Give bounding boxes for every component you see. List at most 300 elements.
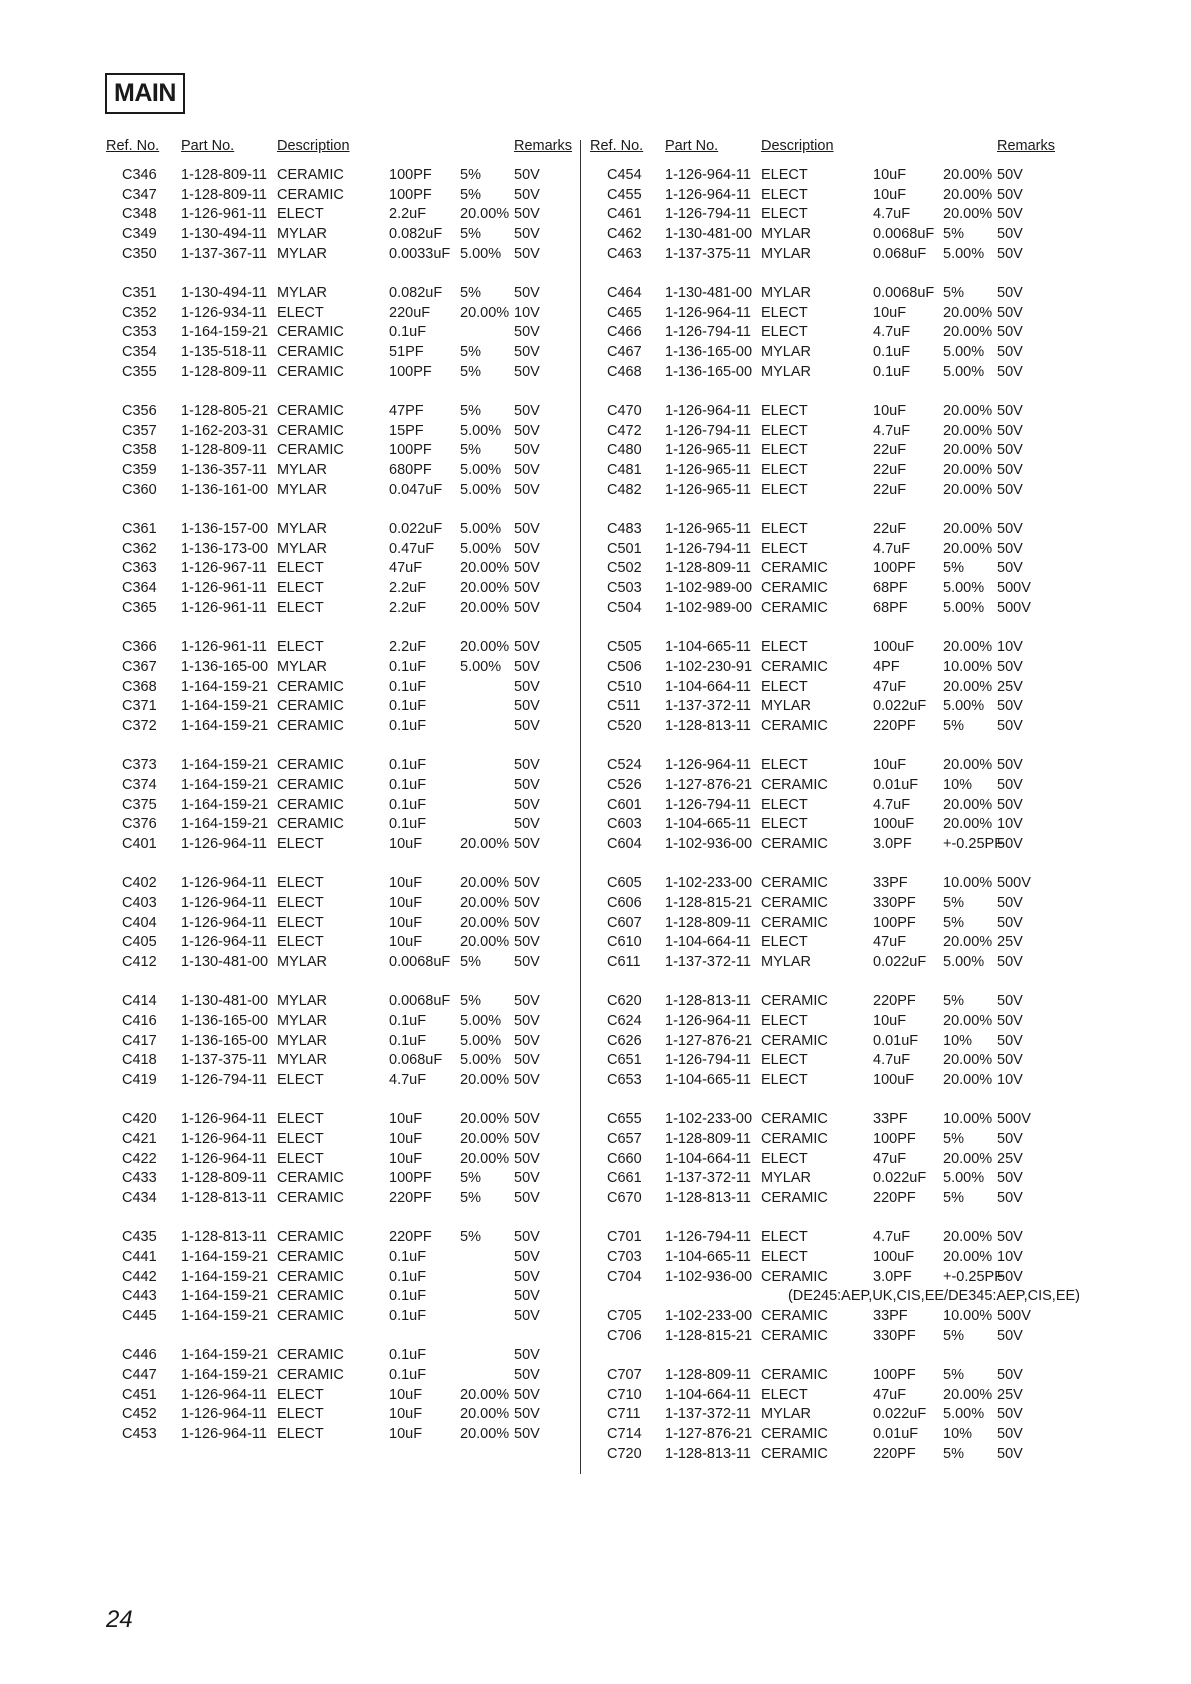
- cell-description: CERAMIC: [277, 757, 344, 774]
- cell-tolerance: 5%: [460, 993, 481, 1010]
- table-row: [96, 1012, 582, 1032]
- cell-part-no: 1-128-809-11: [665, 1367, 751, 1384]
- header-ref-no: Ref. No.: [106, 138, 160, 154]
- table-row: [96, 933, 582, 953]
- cell-voltage: 50V: [514, 599, 540, 616]
- row-group: [96, 756, 582, 854]
- cell-description: ELECT: [761, 934, 808, 951]
- table-row: [590, 815, 1080, 835]
- cell-description: CERAMIC: [277, 1288, 344, 1305]
- cell-tolerance: 5.00%: [460, 462, 502, 479]
- cell-value: 0.022uF: [873, 1170, 927, 1187]
- cell-description: ELECT: [277, 1426, 324, 1443]
- cell-part-no: 1-127-876-21: [665, 1426, 753, 1443]
- cell-voltage: 50V: [514, 914, 540, 931]
- cell-voltage: 50V: [514, 462, 540, 479]
- cell-part-no: 1-104-665-11: [665, 1248, 751, 1265]
- cell-description: MYLAR: [277, 658, 327, 675]
- table-row: [590, 1445, 1080, 1465]
- cell-description: ELECT: [761, 324, 808, 341]
- cell-value: 4.7uF: [873, 206, 911, 223]
- cell-voltage: 25V: [997, 678, 1023, 695]
- row-group: [96, 874, 582, 972]
- cell-value: 100uF: [873, 816, 915, 833]
- cell-ref-no: C703: [607, 1248, 642, 1265]
- cell-description: MYLAR: [277, 1032, 327, 1049]
- cell-voltage: 50V: [514, 678, 540, 695]
- cell-ref-no: C441: [122, 1248, 157, 1265]
- cell-ref-no: C466: [607, 324, 642, 341]
- cell-value: 10uF: [389, 1111, 423, 1128]
- cell-value: 330PF: [873, 1327, 916, 1344]
- cell-value: 220uF: [389, 304, 431, 321]
- cell-ref-no: C701: [607, 1229, 642, 1246]
- cell-part-no: 1-126-964-11: [181, 894, 267, 911]
- cell-part-no: 1-136-165-00: [181, 1032, 269, 1049]
- cell-description: ELECT: [761, 816, 808, 833]
- cell-tolerance: 5%: [460, 1229, 481, 1246]
- table-row: [590, 953, 1080, 973]
- row-group: [590, 1228, 1080, 1464]
- cell-voltage: 50V: [514, 658, 540, 675]
- cell-ref-no: C503: [607, 580, 642, 597]
- cell-part-no: 1-102-989-00: [665, 599, 753, 616]
- cell-tolerance: 20.00%: [943, 521, 993, 538]
- cell-ref-no: C365: [122, 599, 157, 616]
- table-row: [590, 933, 1080, 953]
- cell-tolerance: 20.00%: [460, 1130, 510, 1147]
- header-description: Description: [277, 138, 350, 154]
- table-row: [590, 245, 1080, 265]
- cell-part-no: 1-128-815-21: [665, 894, 753, 911]
- table-row: [96, 1268, 582, 1288]
- cell-description: ELECT: [761, 481, 808, 498]
- cell-tolerance: 5.00%: [943, 344, 985, 361]
- cell-tolerance: 5%: [460, 442, 481, 459]
- cell-part-no: 1-136-161-00: [181, 481, 269, 498]
- cell-value: 220PF: [389, 1229, 432, 1246]
- cell-value: 4.7uF: [873, 1052, 911, 1069]
- cell-description: CERAMIC: [277, 698, 344, 715]
- cell-description: ELECT: [761, 1071, 808, 1088]
- cell-ref-no: C349: [122, 226, 157, 243]
- left-row-groups: [96, 166, 582, 1445]
- table-row: [590, 186, 1080, 206]
- cell-voltage: 50V: [997, 776, 1023, 793]
- cell-value: 0.0068uF: [873, 285, 935, 302]
- cell-voltage: 50V: [997, 717, 1023, 734]
- note-text: (DE245:AEP,UK,CIS,EE/DE345:AEP,CIS,EE): [787, 1288, 1080, 1305]
- cell-voltage: 10V: [997, 1071, 1023, 1088]
- cell-part-no: 1-128-813-11: [181, 1190, 267, 1206]
- cell-ref-no: C347: [122, 186, 157, 203]
- cell-voltage: 50V: [514, 285, 540, 302]
- cell-description: CERAMIC: [277, 403, 344, 420]
- cell-ref-no: C660: [607, 1150, 642, 1167]
- cell-ref-no: C363: [122, 560, 157, 577]
- cell-value: 10uF: [389, 1150, 423, 1167]
- cell-value: 100PF: [389, 1170, 432, 1187]
- cell-ref-no: C461: [607, 206, 642, 223]
- cell-tolerance: 20.00%: [460, 914, 510, 931]
- cell-voltage: 500V: [997, 1308, 1031, 1325]
- cell-part-no: 1-130-481-00: [665, 226, 753, 243]
- cell-part-no: 1-104-665-11: [665, 639, 751, 656]
- cell-voltage: 50V: [997, 226, 1023, 243]
- cell-ref-no: C720: [607, 1445, 642, 1462]
- cell-value: 10uF: [873, 304, 907, 321]
- cell-part-no: 1-126-964-11: [181, 1150, 267, 1167]
- cell-voltage: 50V: [997, 1327, 1023, 1344]
- cell-tolerance: 20.00%: [460, 835, 510, 852]
- table-row: [590, 323, 1080, 343]
- cell-ref-no: C373: [122, 757, 157, 774]
- cell-tolerance: 5%: [943, 285, 964, 302]
- cell-voltage: 50V: [514, 639, 540, 656]
- cell-voltage: 50V: [514, 1347, 540, 1364]
- table-row: [96, 894, 582, 914]
- cell-voltage: 50V: [997, 1130, 1023, 1147]
- cell-value: 0.068uF: [389, 1052, 443, 1069]
- cell-value: 10uF: [389, 1406, 423, 1423]
- cell-voltage: 500V: [997, 599, 1031, 616]
- cell-voltage: 50V: [514, 403, 540, 420]
- cell-value: 68PF: [873, 580, 908, 597]
- cell-tolerance: 20.00%: [460, 1386, 510, 1403]
- cell-value: 0.0033uF: [389, 245, 451, 262]
- cell-ref-no: C620: [607, 993, 642, 1010]
- cell-description: CERAMIC: [277, 186, 344, 203]
- cell-part-no: 1-137-372-11: [665, 1406, 751, 1423]
- table-row: [590, 343, 1080, 363]
- cell-value: 100PF: [873, 914, 916, 931]
- cell-voltage: 50V: [514, 1308, 540, 1325]
- cell-value: 2.2uF: [389, 206, 427, 223]
- cell-description: CERAMIC: [761, 894, 828, 911]
- header-remarks: Remarks: [514, 138, 573, 154]
- cell-description: CERAMIC: [277, 796, 344, 813]
- cell-part-no: 1-127-876-21: [665, 776, 753, 793]
- cell-ref-no: C467: [607, 344, 642, 361]
- cell-description: ELECT: [277, 560, 324, 577]
- cell-part-no: 1-126-964-11: [181, 875, 267, 892]
- cell-ref-no: C357: [122, 422, 157, 439]
- cell-part-no: 1-128-809-11: [181, 167, 267, 183]
- table-row: [590, 717, 1080, 737]
- cell-voltage: 50V: [514, 1130, 540, 1147]
- cell-tolerance: 20.00%: [460, 894, 510, 911]
- table-row: [590, 284, 1080, 304]
- cell-value: 100PF: [873, 1130, 916, 1147]
- cell-ref-no: C454: [607, 167, 642, 183]
- cell-tolerance: 10.00%: [943, 1308, 993, 1325]
- table-row: [96, 638, 582, 658]
- cell-part-no: 1-164-159-21: [181, 698, 269, 715]
- cell-voltage: 50V: [514, 206, 540, 223]
- cell-value: 100uF: [873, 639, 915, 656]
- row-group: [96, 520, 582, 618]
- cell-part-no: 1-126-967-11: [181, 560, 267, 577]
- cell-voltage: 50V: [997, 894, 1023, 911]
- cell-value: 100uF: [873, 1248, 915, 1265]
- cell-voltage: 50V: [997, 796, 1023, 813]
- cell-voltage: 50V: [997, 245, 1023, 262]
- table-row: [590, 1327, 1080, 1347]
- cell-part-no: 1-137-375-11: [665, 245, 751, 262]
- cell-value: 0.022uF: [873, 1406, 927, 1423]
- cell-value: 47uF: [873, 1386, 907, 1403]
- cell-tolerance: 5%: [460, 226, 481, 243]
- cell-voltage: 50V: [514, 560, 540, 577]
- cell-tolerance: 20.00%: [460, 1150, 510, 1167]
- cell-part-no: 1-126-794-11: [665, 1229, 751, 1246]
- table-row: [590, 638, 1080, 658]
- cell-value: 0.022uF: [873, 698, 927, 715]
- cell-description: ELECT: [277, 835, 324, 852]
- cell-part-no: 1-136-173-00: [181, 540, 269, 557]
- cell-value: 10uF: [873, 1012, 907, 1029]
- cell-tolerance: 5.00%: [943, 1170, 985, 1187]
- table-row: [590, 579, 1080, 599]
- table-row: [590, 1012, 1080, 1032]
- cell-description: ELECT: [761, 796, 808, 813]
- cell-ref-no: C707: [607, 1367, 642, 1384]
- row-group: [590, 166, 1080, 264]
- cell-value: 3.0PF: [873, 835, 912, 852]
- table-row: [96, 540, 582, 560]
- cell-voltage: 50V: [997, 953, 1023, 970]
- table-row: [590, 894, 1080, 914]
- cell-tolerance: 5%: [460, 285, 481, 302]
- table-row: [96, 835, 582, 855]
- cell-voltage: 50V: [997, 1367, 1023, 1384]
- table-row: [96, 1287, 582, 1307]
- cell-tolerance: 20.00%: [460, 560, 510, 577]
- table-row: [590, 874, 1080, 894]
- cell-description: CERAMIC: [277, 422, 344, 439]
- cell-value: 100PF: [873, 560, 916, 577]
- cell-value: 15PF: [389, 422, 424, 439]
- cell-ref-no: C505: [607, 639, 642, 656]
- table-row: [590, 166, 1080, 186]
- cell-value: 0.068uF: [873, 245, 927, 262]
- cell-ref-no: C706: [607, 1327, 642, 1344]
- cell-value: 4.7uF: [873, 540, 911, 557]
- cell-part-no: 1-162-203-31: [181, 422, 269, 439]
- cell-tolerance: 5%: [943, 1327, 964, 1344]
- cell-tolerance: 20.00%: [943, 1229, 993, 1246]
- cell-value: 22uF: [873, 521, 907, 538]
- cell-ref-no: C446: [122, 1347, 157, 1364]
- cell-value: 0.1uF: [389, 698, 427, 715]
- table-row: [96, 363, 582, 383]
- cell-description: MYLAR: [761, 698, 811, 715]
- cell-voltage: 50V: [514, 894, 540, 911]
- cell-ref-no: C353: [122, 324, 157, 341]
- table-row: [590, 363, 1080, 383]
- cell-tolerance: 20.00%: [943, 324, 993, 341]
- cell-voltage: 50V: [997, 1445, 1023, 1462]
- cell-voltage: 25V: [997, 934, 1023, 951]
- cell-tolerance: +-0.25PF: [943, 1268, 1004, 1285]
- table-row: [96, 1228, 582, 1248]
- table-row: [590, 461, 1080, 481]
- cell-voltage: 50V: [514, 717, 540, 734]
- cell-value: 220PF: [389, 1190, 432, 1206]
- table-row: [590, 678, 1080, 698]
- table-row: [96, 422, 582, 442]
- cell-value: 0.1uF: [389, 1268, 427, 1285]
- cell-part-no: 1-126-964-11: [181, 1130, 267, 1147]
- cell-tolerance: 20.00%: [943, 796, 993, 813]
- cell-description: CERAMIC: [277, 442, 344, 459]
- cell-tolerance: 20.00%: [943, 757, 993, 774]
- cell-voltage: 25V: [997, 1150, 1023, 1167]
- cell-tolerance: 20.00%: [943, 442, 993, 459]
- table-row: [590, 205, 1080, 225]
- cell-part-no: 1-102-233-00: [665, 1308, 753, 1325]
- cell-description: MYLAR: [761, 226, 811, 243]
- cell-part-no: 1-164-159-21: [181, 1367, 269, 1383]
- cell-voltage: 50V: [997, 1426, 1023, 1443]
- cell-tolerance: 5.00%: [460, 245, 502, 262]
- table-row: [590, 540, 1080, 560]
- cell-description: ELECT: [761, 521, 808, 538]
- cell-value: 10uF: [873, 186, 907, 203]
- cell-tolerance: 5%: [943, 1367, 964, 1384]
- table-row: [590, 1268, 1080, 1288]
- cell-ref-no: C443: [122, 1288, 157, 1305]
- table-row: [590, 1248, 1080, 1268]
- table-row: [590, 1366, 1080, 1386]
- cell-value: 33PF: [873, 875, 908, 892]
- cell-part-no: 1-104-664-11: [665, 1150, 751, 1167]
- cell-description: CERAMIC: [761, 776, 828, 793]
- table-row: [590, 992, 1080, 1012]
- cell-description: CERAMIC: [761, 835, 828, 852]
- row-group: [96, 1110, 582, 1208]
- table-row: [96, 559, 582, 579]
- cell-voltage: 50V: [514, 363, 540, 380]
- cell-part-no: 1-127-876-21: [665, 1032, 753, 1049]
- cell-voltage: 50V: [514, 1406, 540, 1423]
- cell-part-no: 1-164-159-21: [181, 1288, 269, 1305]
- header-remarks: Remarks: [997, 138, 1056, 154]
- cell-tolerance: 5.00%: [460, 521, 502, 538]
- cell-ref-no: C418: [122, 1052, 157, 1069]
- cell-part-no: 1-126-965-11: [665, 442, 751, 459]
- table-row: [96, 815, 582, 835]
- cell-description: CERAMIC: [277, 776, 344, 793]
- cell-voltage: 25V: [997, 1386, 1023, 1403]
- cell-value: 0.1uF: [389, 1347, 427, 1364]
- header-ref-no: Ref. No.: [590, 138, 644, 154]
- cell-description: ELECT: [277, 875, 324, 892]
- cell-description: CERAMIC: [277, 167, 344, 183]
- cell-description: MYLAR: [277, 285, 327, 302]
- table-note: [590, 1287, 1080, 1307]
- cell-description: CERAMIC: [277, 1268, 344, 1285]
- cell-ref-no: C510: [607, 678, 642, 695]
- cell-voltage: 50V: [514, 1052, 540, 1069]
- cell-description: CERAMIC: [761, 599, 828, 616]
- cell-ref-no: C704: [607, 1268, 642, 1285]
- cell-part-no: 1-104-665-11: [665, 1071, 751, 1088]
- table-row: [96, 992, 582, 1012]
- cell-voltage: 50V: [514, 1032, 540, 1049]
- cell-tolerance: 5.00%: [943, 363, 985, 380]
- cell-voltage: 50V: [514, 1229, 540, 1246]
- cell-description: MYLAR: [277, 245, 327, 262]
- table-row: [96, 1248, 582, 1268]
- cell-part-no: 1-126-934-11: [181, 304, 267, 321]
- cell-part-no: 1-128-809-11: [181, 1170, 267, 1187]
- cell-ref-no: C368: [122, 678, 157, 695]
- table-row: [96, 1405, 582, 1425]
- cell-tolerance: 5.00%: [460, 1012, 502, 1029]
- cell-voltage: 50V: [514, 835, 540, 852]
- cell-tolerance: 5.00%: [943, 698, 985, 715]
- cell-ref-no: C611: [607, 953, 641, 970]
- table-row: [96, 1169, 582, 1189]
- cell-tolerance: 20.00%: [460, 580, 510, 597]
- cell-tolerance: 5%: [460, 953, 481, 970]
- cell-value: 0.1uF: [873, 363, 911, 380]
- cell-part-no: 1-126-794-11: [665, 796, 751, 813]
- cell-voltage: 50V: [997, 1170, 1023, 1187]
- row-group: [96, 1228, 582, 1326]
- cell-voltage: 500V: [997, 875, 1031, 892]
- table-row: [590, 1405, 1080, 1425]
- header-part-no: Part No.: [665, 138, 719, 154]
- cell-description: CERAMIC: [277, 344, 344, 361]
- table-row: [590, 1071, 1080, 1091]
- cell-part-no: 1-164-159-21: [181, 1347, 269, 1364]
- cell-value: 4.7uF: [873, 1229, 911, 1246]
- cell-voltage: 50V: [514, 481, 540, 498]
- cell-value: 10uF: [873, 167, 907, 183]
- cell-tolerance: 5.00%: [943, 580, 985, 597]
- cell-value: 0.1uF: [389, 1288, 427, 1305]
- cell-voltage: 50V: [514, 1248, 540, 1265]
- cell-ref-no: C404: [122, 914, 157, 931]
- cell-part-no: 1-126-794-11: [665, 422, 751, 439]
- table-row: [96, 402, 582, 422]
- cell-ref-no: C465: [607, 304, 642, 321]
- cell-description: CERAMIC: [277, 717, 344, 734]
- cell-part-no: 1-130-494-11: [181, 285, 267, 302]
- cell-description: ELECT: [277, 894, 324, 911]
- cell-description: CERAMIC: [761, 993, 828, 1010]
- cell-tolerance: 20.00%: [943, 462, 993, 479]
- table-row: [590, 520, 1080, 540]
- cell-part-no: 1-102-233-00: [665, 875, 753, 892]
- cell-ref-no: C360: [122, 481, 157, 498]
- cell-ref-no: C657: [607, 1130, 642, 1147]
- cell-tolerance: 5.00%: [943, 599, 985, 616]
- cell-voltage: 10V: [997, 1248, 1023, 1265]
- cell-description: ELECT: [761, 167, 808, 183]
- cell-part-no: 1-164-159-21: [181, 816, 269, 833]
- cell-part-no: 1-102-989-00: [665, 580, 753, 597]
- cell-description: ELECT: [761, 1229, 808, 1246]
- cell-part-no: 1-126-961-11: [181, 639, 267, 656]
- cell-voltage: 50V: [997, 186, 1023, 203]
- cell-value: 0.1uF: [389, 757, 427, 774]
- cell-ref-no: C483: [607, 521, 642, 538]
- cell-tolerance: 20.00%: [943, 540, 993, 557]
- row-group: [96, 992, 582, 1090]
